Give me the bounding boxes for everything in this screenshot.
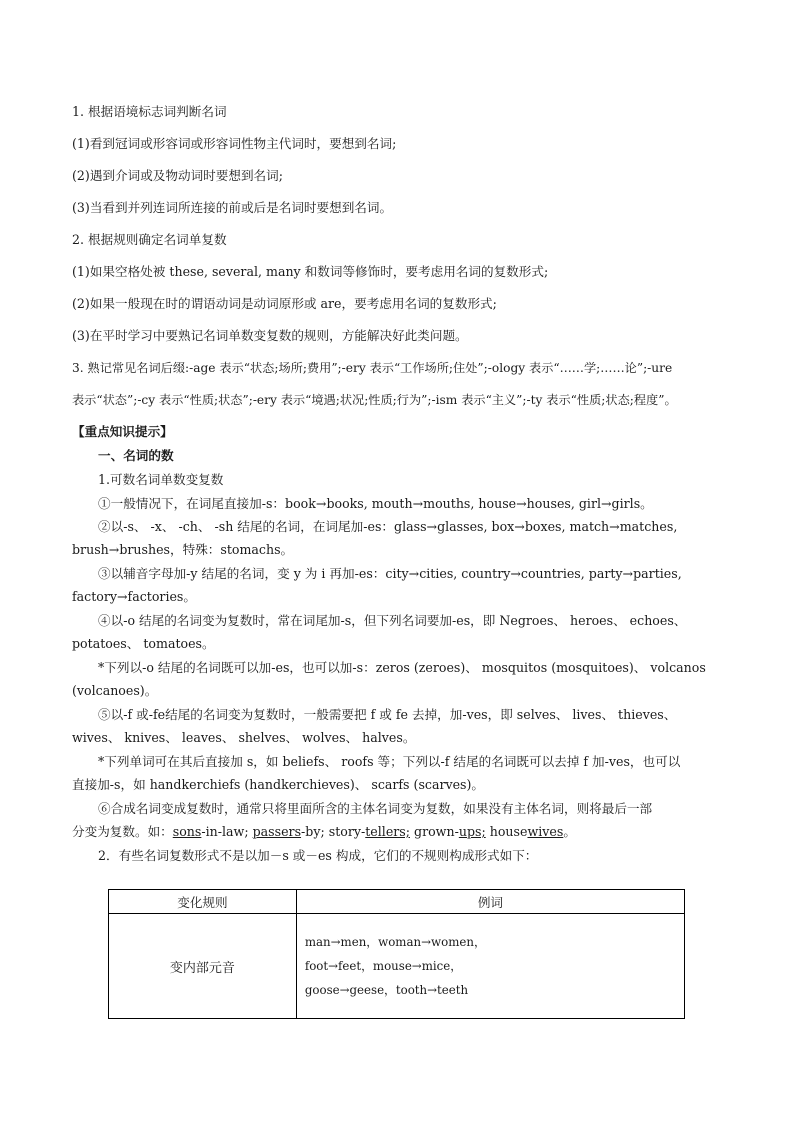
note-5-line-2: 直接加-s，如 handkerchiefs (handkerchieves)、 scarfs (scarves)。	[72, 777, 485, 792]
section-2-item-1: (1)如果空格处被 these, several, many 和数词等修饰时，要考虑用名词的复数形式;	[72, 264, 549, 279]
rule-1: ①一般情况下，在词尾直接加-s：book→books, mouth→mouths, house→houses, girl→girls。	[98, 496, 653, 511]
rule-5-line-1: ⑤以-f 或-fe结尾的名词变为复数时，一般需要把 f 或 fe 去掉，加-ves，即 selves、 lives、 thieves、	[98, 707, 677, 722]
rule-6-end: 。	[563, 824, 576, 839]
section-1-item-1: (1)看到冠词或形容词或形容词性物主代词时，要想到名词;	[72, 136, 397, 151]
table-header-row	[109, 890, 685, 914]
table-cell-rule: 变内部元音	[109, 914, 297, 1019]
table-cell-examples	[296, 914, 684, 1019]
rule-2-line-1: ②以-s、 -x、 -ch、 -sh 结尾的名词，在词尾加-es：glass→glasses, box→boxes, match→matches,	[98, 519, 678, 534]
example-line-2: foot→feet，mouse→mice，	[304, 959, 463, 973]
example-line-3: goose→geese，tooth→teeth	[304, 983, 469, 997]
example-ups: ups;	[458, 824, 486, 839]
example-passers-rest: -by;	[301, 824, 325, 839]
example-grown-pre: grown-	[414, 824, 459, 839]
section-1-title: 1. 根据语境标志词判断名词	[72, 104, 227, 119]
section-1-item-2: (2)遇到介词或及物动词时要想到名词;	[72, 168, 283, 183]
note-4-line-2: (volcanoes)。	[72, 683, 158, 698]
tips-header: 【重点知识提示】	[72, 424, 173, 439]
section-2-item-3: (3)在平时学习中要熟记名词单数变复数的规则，方能解决好此类问题。	[72, 328, 468, 343]
example-passers: passers	[252, 824, 302, 839]
rule-4-line-1: ④以-o 结尾的名词变为复数时，常在词尾加-s，但下列名词要加-es，即 Negroes、 heroes、 echoes、	[98, 613, 687, 628]
note-4-line-1: *下列以-o 结尾的名词既可以加-es，也可以加-s：zeros (zeroes)、 mosquitos (mosquitoes)、 volcanos	[98, 660, 706, 675]
table-row	[109, 914, 685, 1019]
rule-6-line-2	[72, 824, 732, 840]
tips-subheader: 一、名词的数	[98, 448, 174, 463]
point-2-title: 2．有些名词复数形式不是以加－s 或－es 构成，它们的不规则构成形式如下：	[98, 848, 538, 863]
rule-5-line-2: wives、 knives、 leaves、 shelves、 wolves、 halves。	[72, 730, 416, 745]
point-1-title: 1.可数名词单数变复数	[98, 472, 224, 487]
example-sons: sons	[172, 824, 202, 839]
table-header-rule: 变化规则	[109, 890, 297, 914]
example-story-pre: story-	[328, 824, 366, 839]
section-1-item-3: (3)当看到并列连词所连接的前或后是名词时要想到名词。	[72, 200, 393, 215]
example-house-pre: house	[489, 824, 528, 839]
rule-4-line-2: potatoes、 tomatoes。	[72, 636, 215, 651]
example-sons-rest: -in-law;	[201, 824, 249, 839]
example-line-1: man→men，woman→women，	[304, 935, 486, 949]
example-wives: wives	[527, 824, 564, 839]
rule-6-prefix: 分变为复数。如：	[72, 824, 173, 839]
note-5-line-1: *下列单词可在其后直接加 s，如 beliefs、 roofs 等；下列以-f 结尾的名词既可以去掉 f 加-ves，也可以	[98, 754, 681, 769]
irregular-plural-table	[108, 889, 685, 1019]
section-3-line-2: 表示“状态”;-cy 表示“性质;状态”;-ery 表示“境遇;状况;性质;行为”;-ism 表示“主义”;-ty 表示“性质;状态;程度”。	[72, 393, 677, 407]
rule-3-line-2: factory→factories。	[72, 589, 196, 604]
section-2-item-2: (2)如果一般现在时的谓语动词是动词原形或 are，要考虑用名词的复数形式;	[72, 296, 497, 311]
rule-3-line-1: ③以辅音字母加-y 结尾的名词，变 y 为 i 再加-es：city→cities, country→countries, party→parties,	[98, 566, 682, 581]
example-tellers: tellers;	[365, 824, 410, 839]
table-header-examples: 例词	[296, 890, 684, 914]
section-3-line-1: 3. 熟记常见名词后缀:-age 表示“状态;场所;费用”;-ery 表示“工作场所;住处”;-ology 表示“……学;……论”;-ure	[72, 361, 673, 375]
rule-2-line-2: brush→brushes，特殊：stomachs。	[72, 542, 294, 557]
section-2-title: 2. 根据规则确定名词单复数	[72, 232, 227, 247]
rule-6-line-1: ⑥合成名词变成复数时，通常只将里面所含的主体名词变为复数，如果没有主体名词，则将最后一部	[98, 801, 653, 816]
